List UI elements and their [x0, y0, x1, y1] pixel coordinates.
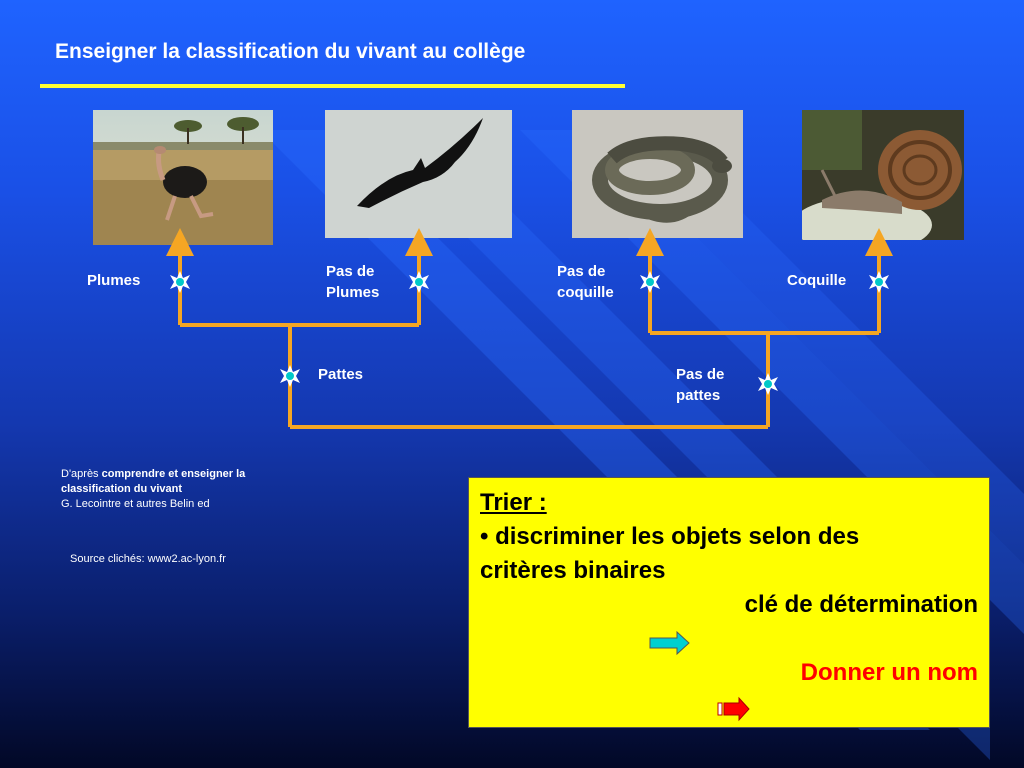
trier-box — [468, 477, 990, 728]
box-bullet-continuation: critères binaires — [480, 557, 666, 584]
node-pas-de-pattes-icon — [758, 373, 778, 395]
arrow-right-icon — [649, 630, 691, 656]
label-coquille: Coquille — [787, 272, 847, 289]
label-pattes: Pattes — [318, 366, 364, 383]
node-pattes-icon — [280, 365, 300, 387]
box-key: clé de détermination — [744, 591, 978, 618]
node-coquille-icon — [869, 271, 889, 293]
slide-title: Enseigner la classification du vivant au collège — [55, 40, 526, 63]
node-pas-de-plumes-icon — [409, 271, 429, 293]
label-pas-de-pattes: Pas de pattes — [676, 366, 725, 404]
node-pas-de-coquille-icon — [640, 271, 660, 293]
box-bullet: • discriminer les objets selon des — [480, 523, 860, 550]
photo-source-credit: Source clichés: www2.ac-lyon.fr — [70, 553, 226, 565]
box-heading: Trier : — [480, 489, 547, 516]
box-name: Donner un nom — [800, 659, 978, 686]
book-credit: D'après comprendre et enseigner la classification du vivant G. Lecointre et autres Belin ed — [61, 468, 246, 510]
node-plumes-icon — [170, 271, 190, 293]
arrow-right-red-icon — [717, 696, 751, 722]
label-pas-de-coquille: Pas de coquille — [557, 263, 614, 301]
label-plumes: Plumes — [87, 272, 141, 289]
label-pas-de-plumes: Pas de Plumes — [326, 263, 380, 301]
